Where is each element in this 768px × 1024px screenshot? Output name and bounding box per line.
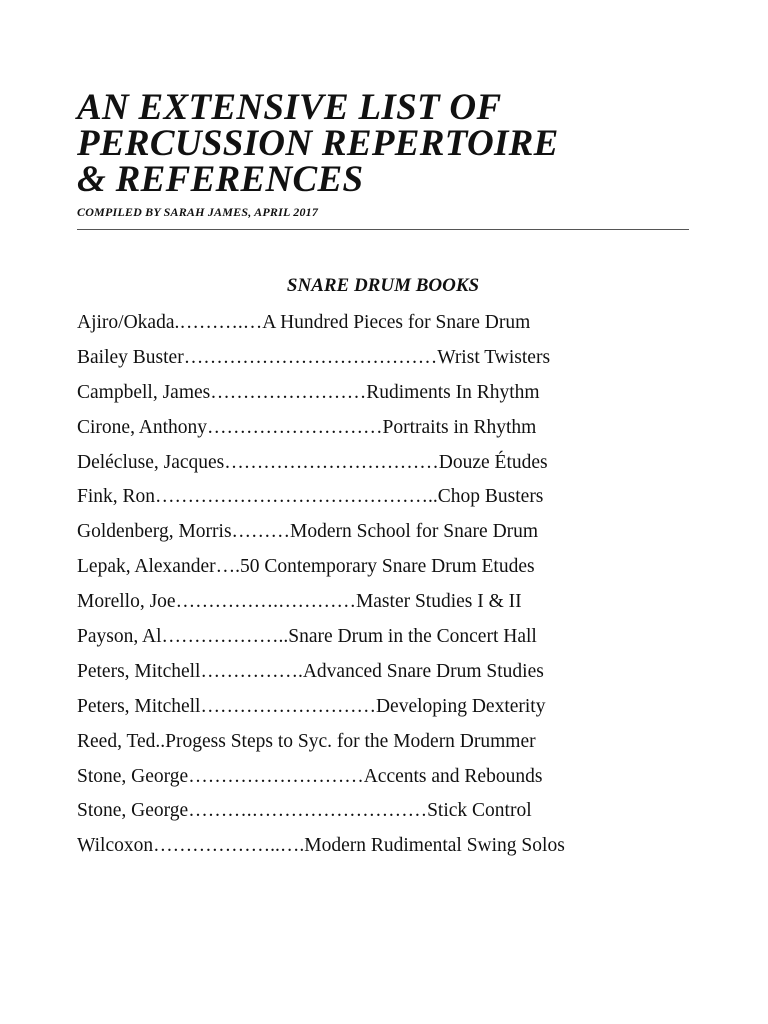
repertoire-list (77, 309, 689, 867)
title-line-2: PERCUSSION REPERTOIRE (77, 123, 559, 164)
list-item: Cirone, Anthony………………………Portraits in Rhythm (77, 416, 537, 438)
compiled-by-subtitle: COMPILED BY SARAH JAMES, APRIL 2017 (77, 205, 319, 219)
list-item: Campbell, James……………………Rudiments In Rhythm (77, 381, 540, 403)
list-item: Reed, Ted..Progess Steps to Syc. for the Modern Drummer (77, 730, 536, 752)
title-block (77, 87, 697, 219)
list-item: Stone, George……….………………………Stick Control (77, 800, 532, 822)
list-item: Ajiro/Okada.……….…A Hundred Pieces for Snare Drum (77, 312, 531, 333)
list-item: Peters, Mitchell………………………Developing Dexterity (77, 695, 546, 717)
list-item: Payson, Al………………..Snare Drum in the Concert Hall (77, 626, 537, 648)
list-item: Goldenberg, Morris………Modern School for Snare Drum (77, 521, 539, 543)
list-item: Bailey Buster…………………………………Wrist Twisters (77, 346, 551, 368)
list-item: Fink, Ron……………………………………..Chop Busters (77, 486, 544, 508)
title-line-3: & REFERENCES (77, 159, 364, 200)
title-line-1: AN EXTENSIVE LIST OF (77, 87, 502, 128)
list-item: Lepak, Alexander….50 Contemporary Snare Drum Etudes (77, 556, 535, 578)
list-item: Peters, Mitchell…………….Advanced Snare Drum Studies (77, 660, 544, 682)
horizontal-divider (77, 229, 689, 230)
list-item: Wilcoxon………………..….Modern Rudimental Swing Solos (77, 835, 565, 857)
list-item: Stone, George………………………Accents and Rebounds (77, 765, 543, 787)
list-item: Delécluse, Jacques……………………………Douze Études (77, 451, 548, 473)
section-heading: SNARE DRUM BOOKS (286, 275, 480, 296)
list-item: Morello, Joe…………….…………Master Studies I & II (77, 591, 522, 613)
